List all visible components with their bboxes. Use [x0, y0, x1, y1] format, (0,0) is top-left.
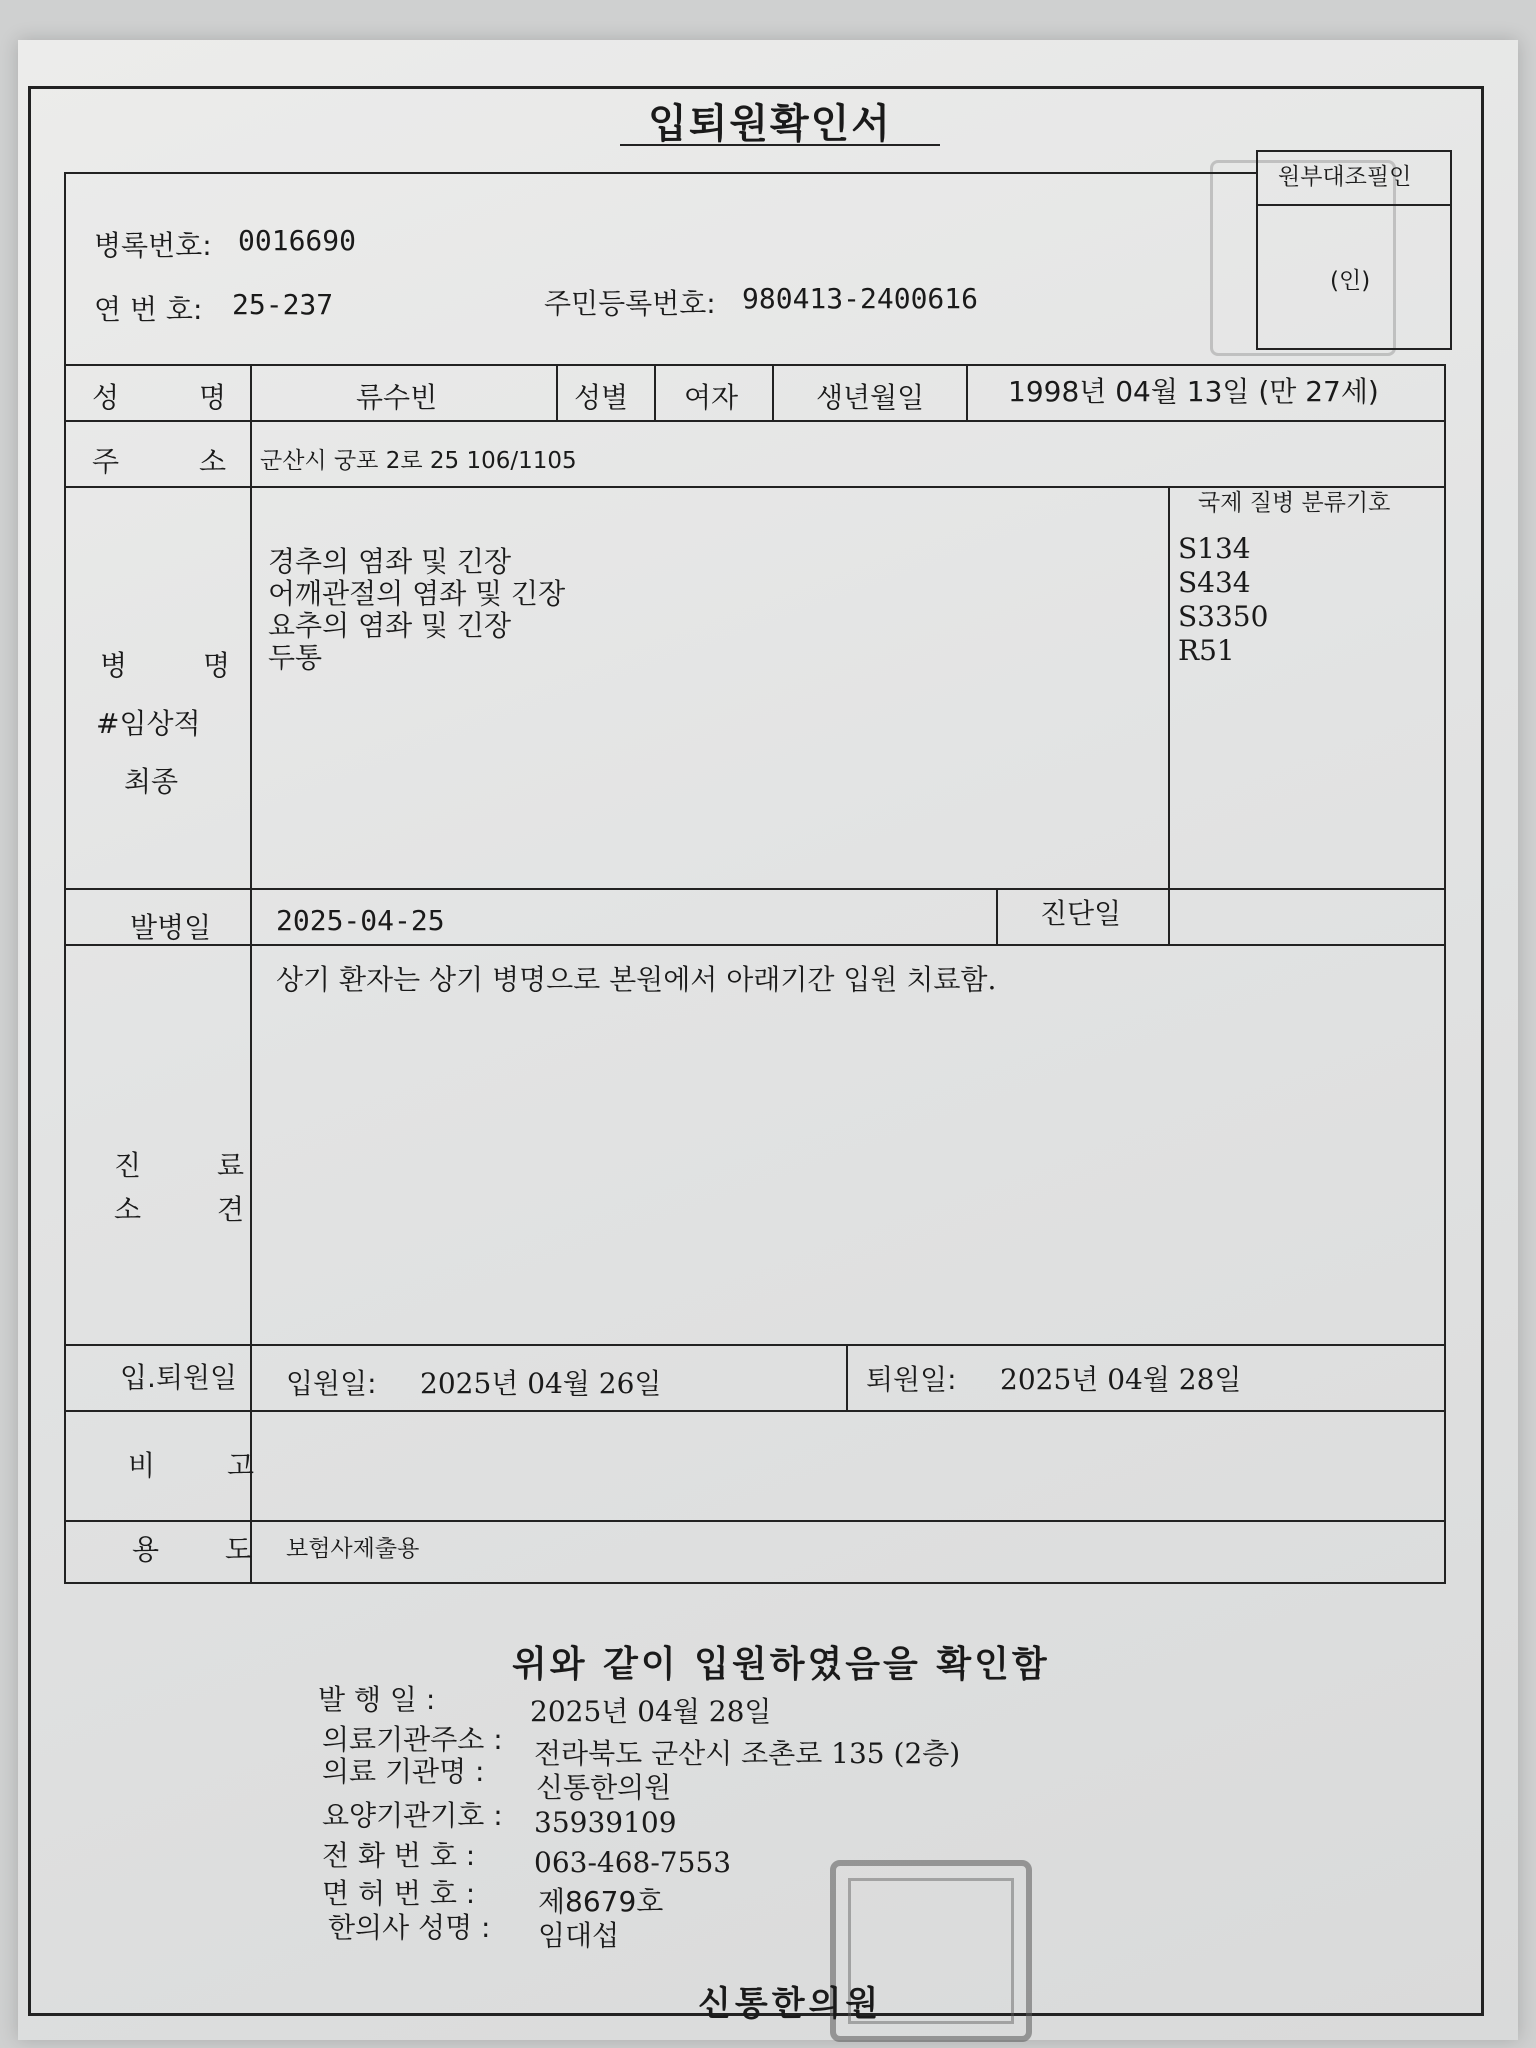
phone-label: 전 화 번 호 :	[322, 1839, 476, 1872]
institution-address-label: 의료기관주소 :	[322, 1723, 503, 1756]
resident-no-label: 주민등록번호:	[544, 287, 716, 320]
icd-code: S134	[1178, 532, 1251, 565]
clinic-footer-name: 신통한의원	[698, 1984, 883, 2024]
opinion-text: 상기 환자는 상기 병명으로 본원에서 아래기간 입원 치료함.	[276, 963, 997, 996]
record-no-label: 병록번호:	[94, 229, 212, 262]
dob-value: 1998년 04월 13일 (만 27세)	[1008, 375, 1379, 408]
serial-value: 25-237	[232, 288, 334, 321]
care-code-label: 요양기관기호 :	[322, 1799, 503, 1832]
stay-label: 입.퇴원일	[120, 1361, 238, 1394]
seal-mark: (인)	[1330, 268, 1371, 294]
dob-label: 생년월일	[816, 381, 925, 414]
diagnosis-item: 어깨관절의 염좌 및 긴장	[268, 577, 566, 610]
discharge-label: 퇴원일:	[866, 1363, 957, 1396]
icd-label: 국제 질병 분류기호	[1198, 490, 1391, 516]
issue-date-value: 2025년 04월 28일	[530, 1695, 772, 1728]
record-no-value: 0016690	[238, 224, 357, 257]
patient-name: 류수빈	[356, 381, 438, 414]
purpose-value: 보험사제출용	[286, 1536, 420, 1562]
name-label: 성 명	[92, 381, 226, 414]
phone-value: 063-468-7553	[534, 1846, 732, 1879]
institution-address-value: 전라북도 군산시 조촌로 135 (2층)	[534, 1737, 961, 1770]
resident-no-value: 980413-2400616	[742, 282, 979, 315]
opinion-label-1: 진 료	[114, 1149, 244, 1182]
address-value: 군산시 궁포 2로 25 106/1105	[260, 448, 577, 474]
diagnosis-date-label: 진단일	[1040, 897, 1122, 930]
confirmation-statement: 위와 같이 입원하였음을 확인함	[512, 1644, 1050, 1685]
remarks-label: 비 고	[128, 1449, 254, 1482]
sex-value: 여자	[684, 381, 739, 414]
sex-label: 성별	[574, 381, 629, 414]
issue-date-label: 발 행 일 :	[318, 1683, 436, 1716]
care-code-value: 35939109	[534, 1806, 677, 1839]
discharge-date: 2025년 04월 28일	[1000, 1363, 1242, 1396]
admit-date: 2025년 04월 26일	[420, 1367, 662, 1400]
onset-label: 발병일	[130, 911, 212, 944]
onset-value: 2025-04-25	[276, 904, 445, 937]
doctor-label: 한의사 성명 :	[328, 1911, 491, 1944]
purpose-label: 용 도	[132, 1533, 252, 1566]
icd-code: S3350	[1178, 600, 1269, 633]
serial-label: 연 번 호:	[94, 293, 203, 326]
institution-name-value: 신통한의원	[536, 1771, 672, 1804]
diagnosis-item: 경추의 염좌 및 긴장	[268, 545, 512, 578]
diagnosis-sub-clinical: #임상적	[96, 707, 201, 740]
diagnosis-item: 두통	[268, 641, 323, 674]
address-label: 주 소	[92, 445, 226, 478]
diagnosis-item: 요추의 염좌 및 긴장	[268, 609, 512, 642]
icd-code: R51	[1178, 634, 1235, 667]
license-value: 제8679호	[538, 1885, 664, 1918]
seal-header: 원부대조필인	[1278, 164, 1412, 190]
diagnosis-label: 병 명	[100, 649, 230, 682]
admit-label: 입원일:	[286, 1367, 377, 1400]
header-info-box	[64, 172, 1258, 366]
diagnosis-sub-final: 최종	[124, 765, 179, 798]
institution-name-label: 의료 기관명 :	[322, 1755, 485, 1788]
license-label: 면 허 번 호 :	[322, 1877, 476, 1910]
opinion-label-2: 소 견	[114, 1193, 244, 1226]
icd-code: S434	[1178, 566, 1251, 599]
document-title: 입퇴원확인서	[648, 101, 892, 147]
doctor-value: 임대섭	[538, 1919, 620, 1952]
